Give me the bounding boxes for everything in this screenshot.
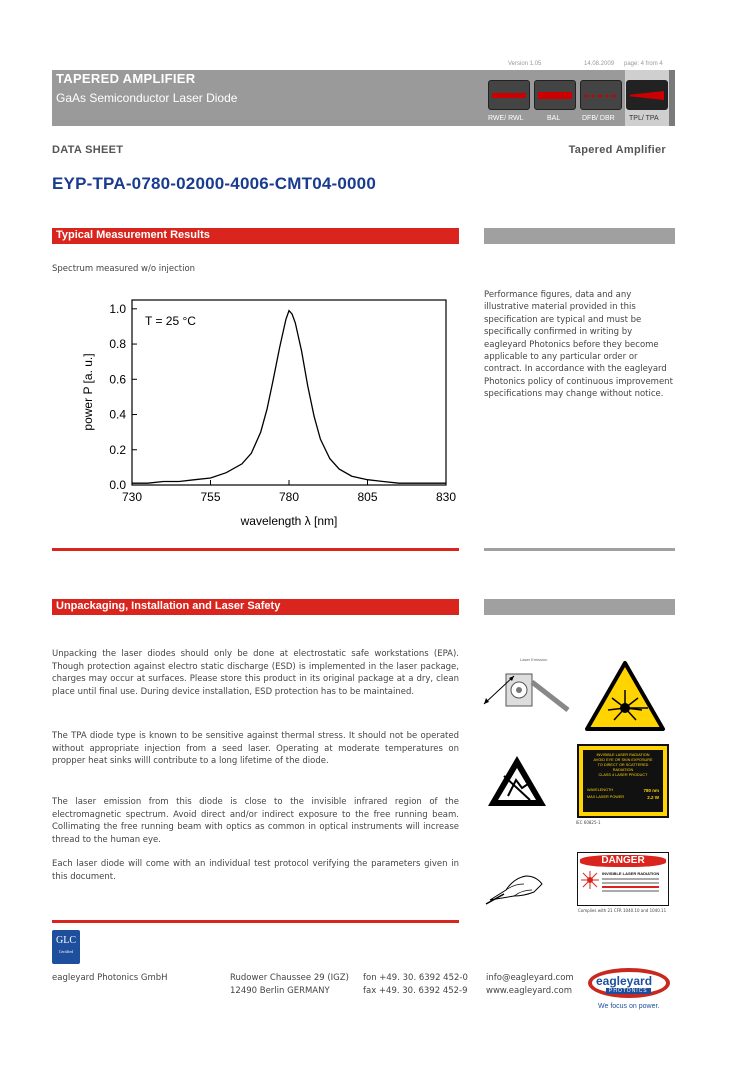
y-tick-label: 0.2: [109, 442, 126, 457]
date-label: 14.08.2009: [584, 61, 615, 67]
danger-header: DANGER: [580, 855, 666, 867]
label-line: TO DIRECT OR SCATTERED RADIATION: [597, 763, 649, 772]
header-subtitle: GaAs Semiconductor Laser Diode: [56, 91, 238, 105]
footer-rule: [52, 920, 459, 923]
glc-text: GLC: [56, 935, 76, 946]
label-wavelength: WAVELENGTH: [587, 788, 614, 792]
address-line-1: Rudower Chaussee 29 (IGZ): [230, 973, 349, 983]
rwe-diode-icon: [488, 80, 530, 110]
x-tick-label: 730: [121, 490, 143, 504]
chart-caption: Spectrum measured w/o injection: [52, 264, 196, 274]
laser-class-label-inner: [583, 750, 663, 812]
y-tick-label: 0.6: [109, 372, 126, 387]
type-label-tpa: TPL/ TPA: [629, 115, 659, 122]
website-link[interactable]: www.eagleyard.com: [486, 986, 573, 996]
doc-type: DATA SHEET: [52, 144, 124, 156]
laser-class-label: [577, 744, 669, 818]
y-tick-label: 0.4: [109, 407, 126, 422]
tpa-diode-icon: [626, 80, 668, 110]
doc-category: Tapered Amplifier: [568, 144, 666, 156]
header-edge-bar: [669, 70, 675, 126]
danger-line: INVISIBLE LASER RADIATION: [602, 871, 660, 876]
label-wavelength-value: 780 nm: [643, 788, 659, 793]
paragraph-unpacking: Unpacking the laser diodes should only be done at electrostatic safe workstations (EPA). Though protection against electro static discharge (ESD) is implemented in the laser package, charges may occur at surfaces. Please store this product in its original package at a dry, clean place until final use. During device installation, ESD protection has to be maintained.: [52, 649, 459, 697]
laser-emission-diagram-icon: [480, 652, 572, 716]
label-line: CLASS 4 LASER PRODUCT: [598, 773, 648, 777]
email-link[interactable]: info@eagleyard.com: [486, 973, 574, 983]
label-line: INVISIBLE LASER RADIATION: [596, 753, 650, 757]
phone: fon +49. 30. 6392 452-0: [363, 973, 468, 983]
dfb-diode-icon: [580, 80, 622, 110]
page-label: page: 4 from 4: [624, 61, 663, 67]
y-tick-label: 0.8: [109, 337, 126, 352]
section-title-safety: Unpackaging, Installation and Laser Safety: [56, 600, 281, 612]
glc-sub: Certified: [58, 949, 74, 954]
paragraph-thermal: The TPA diode type is known to be sensitive against thermal stress. It should not be operated without appropriate injection from a seed laser. Operating at moderate temperatures on propper heat sinks willl contribute to a long lifetime of the diode.: [52, 731, 459, 767]
x-tick-label: 805: [357, 490, 378, 504]
part-number: EYP-TPA-0780-02000-4006-CMT04-0000: [52, 174, 376, 193]
section-rule-1: [52, 548, 459, 551]
side-rule-1: [484, 548, 675, 551]
handling-instruction-icon: [484, 862, 546, 908]
paragraph-emission: The laser emission from this diode is close to the invisible infrared region of the electromagnetic spectrum. Avoid direct and/or indirect exposure to the free running beam. Collimating the free running beam with optics as common in optical instruments will increase thread to the human eye.: [52, 797, 459, 845]
laser-warning-icon: [584, 660, 666, 732]
glc-certified-logo: [52, 930, 80, 964]
label-power: MAX LASER POWER: [587, 795, 625, 799]
header-title: TAPERED AMPLIFIER: [56, 71, 196, 86]
y-axis-label: power P [a. u.]: [81, 353, 95, 431]
side-bar-1: [484, 228, 675, 244]
disclaimer-note: Performance figures, data and any illustrative material provided in this specification are typical and must be specifically confirmed in writing by eagleyard Photonics before they become applicable to any particular order or contract. In accordance with the eagleyard Photonics policy of continuous improvement specifications may change without notice.: [484, 290, 673, 400]
address-line-2: 12490 Berlin GERMANY: [230, 986, 330, 996]
esd-warning-icon: [486, 754, 548, 808]
slogan: We focus on power.: [598, 1003, 660, 1010]
type-label-bal: BAL: [547, 115, 561, 122]
temperature-annotation: T = 25 °C: [145, 314, 196, 328]
danger-caption: Complies with 21 CFR 1040.10 and 1040.11: [578, 908, 667, 913]
y-tick-label: 0.0: [109, 478, 126, 492]
x-axis-label: wavelength λ [nm]: [240, 514, 338, 528]
version-label: Version 1.05: [508, 61, 542, 67]
type-label-dfb: DFB/ DBR: [582, 115, 615, 122]
bal-diode-icon: [534, 80, 576, 110]
eagleyard-logo: eagleyard: [596, 974, 653, 988]
laser-starburst-icon: [581, 871, 599, 889]
spectrum-line: [132, 311, 446, 484]
eagleyard-logo-sub: PHOTONICS: [606, 988, 651, 994]
company-name: eagleyard Photonics GmbH: [52, 973, 168, 983]
iec-standard-caption: IEC 60825-1: [576, 820, 601, 825]
paragraph-protocol: Each laser diode will come with an individual test protocol verifying the parameters given in this document.: [52, 859, 459, 882]
fax: fax +49. 30. 6392 452-9: [363, 986, 468, 996]
x-tick-label: 755: [200, 490, 221, 504]
danger-label: [577, 852, 669, 906]
section-title-measurement: Typical Measurement Results: [56, 229, 210, 241]
x-tick-label: 830: [435, 490, 457, 504]
x-tick-label: 780: [278, 490, 300, 504]
spectrum-chart: [70, 295, 460, 535]
laser-emission-caption: Laser Emission: [520, 657, 548, 662]
label-line: AVOID EYE OR SKIN EXPOSURE: [593, 758, 653, 762]
y-tick-label: 1.0: [109, 301, 126, 316]
type-label-rwe: RWE/ RWL: [488, 115, 524, 122]
label-power-value: 2.2 W: [647, 795, 659, 800]
side-bar-2: [484, 599, 675, 615]
